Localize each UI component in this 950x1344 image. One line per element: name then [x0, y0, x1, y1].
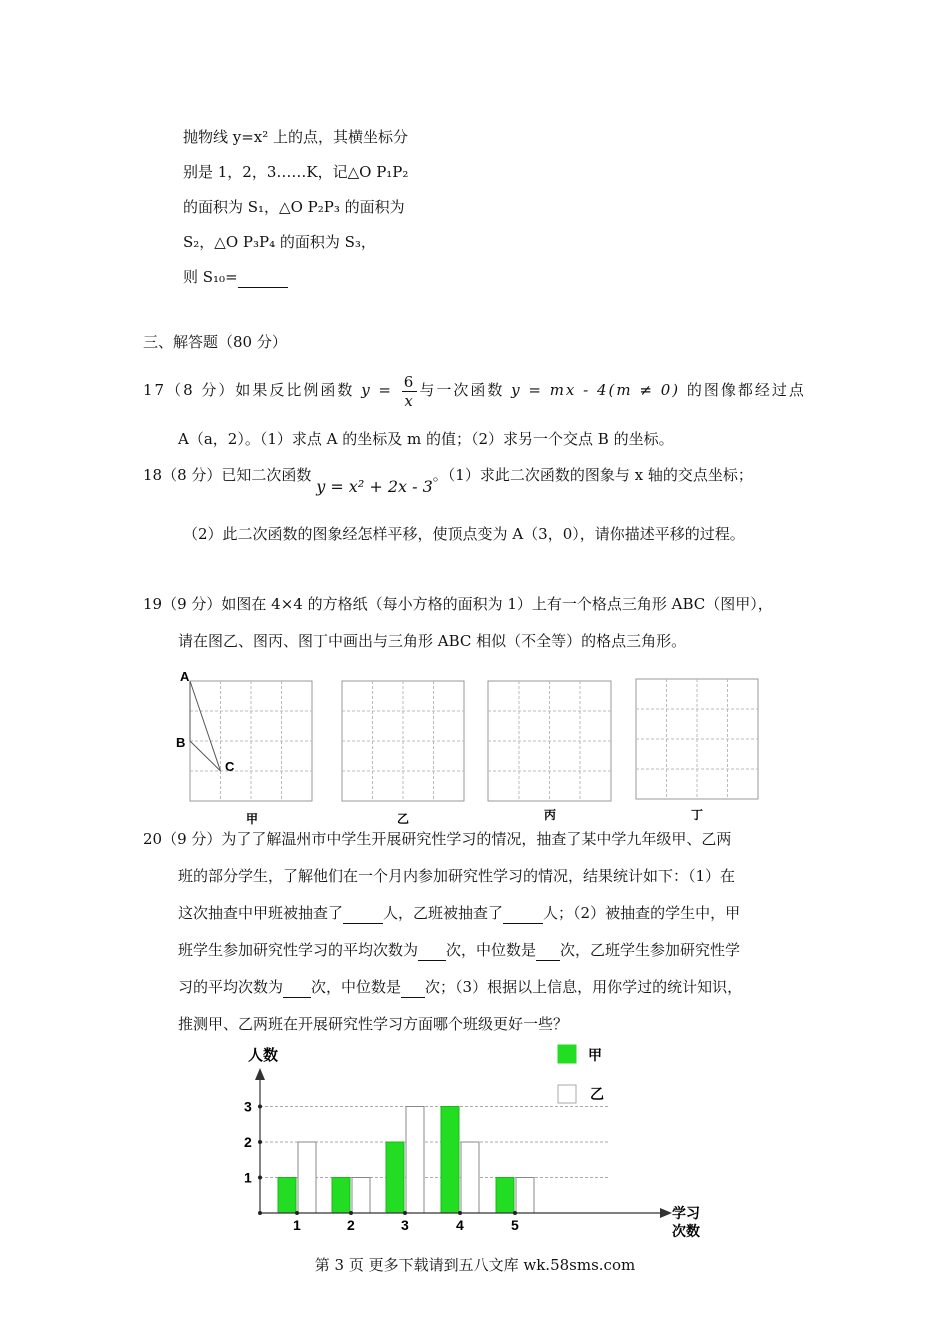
y-tick-dot	[258, 1105, 262, 1109]
q17-fraction-denominator: x	[404, 391, 415, 410]
grid-label-yi: 乙	[397, 812, 410, 826]
q20-line-4-part-b: 次，中位数是	[446, 941, 537, 959]
x-tick-dot	[349, 1211, 353, 1215]
bar-jia	[332, 1178, 350, 1214]
point-a-label: A	[180, 669, 190, 684]
q18-function: y = x² + 2x - 3	[316, 477, 433, 496]
chart-bars	[278, 1107, 534, 1214]
q17-y-eq: y =	[361, 381, 393, 399]
x-axis-arrow-icon	[660, 1208, 672, 1218]
grid-label-bing: 丙	[544, 808, 557, 822]
q20-line-3-part-b: 人，乙班被抽查了	[383, 904, 504, 922]
x-tick-label: 5	[511, 1217, 519, 1233]
q20-line-3-part-c: 人；（2）被抽查的学生中，甲	[543, 904, 741, 922]
q17-line-2: A（a，2）。（1）求点 A 的坐标及 m 的值；（2）求另一个交点 B 的坐标。	[178, 430, 674, 448]
grid-bing	[488, 681, 611, 822]
y-tick-label: 1	[244, 1169, 252, 1186]
q19-grid-figures	[170, 665, 780, 830]
yi-mean-blank[interactable]	[283, 981, 311, 998]
q20-line-5-part-b: 次，中位数是	[311, 978, 402, 996]
bar-yi	[406, 1107, 424, 1214]
q20-line-3-part-a: 这次抽查中甲班被抽查了	[178, 904, 344, 922]
q16-line-3: 的面积为 S₁，△O P₂P₃ 的面积为	[183, 198, 405, 216]
origin-dot	[258, 1211, 262, 1215]
q20-line-6: 推测甲、乙两班在开展研究性学习方面哪个班级更好一些？	[178, 1015, 569, 1033]
q17-suffix: 的图像都经过点	[686, 381, 806, 399]
research-study-bar-chart	[220, 1040, 720, 1240]
q18-prefix: 18（8 分）已知二次函数	[143, 466, 312, 484]
legend-swatch-yi	[558, 1085, 576, 1103]
section-title: 三、解答题（80 分）	[143, 333, 287, 351]
q17-prefix: 17（8 分）如果反比例函数	[143, 381, 355, 399]
q18-line-2: （2）此二次函数的图象经怎样平移，使顶点变为 A（3，0），请你描述平移的过程。	[183, 525, 745, 543]
y-tick-label: 2	[244, 1134, 252, 1150]
x-tick-label: 1	[293, 1217, 301, 1233]
y-tick-label: 3	[244, 1098, 252, 1115]
point-c-label: C	[225, 759, 235, 774]
legend-swatch-jia	[558, 1045, 576, 1063]
x-tick-label: 4	[456, 1217, 464, 1233]
yi-median-blank[interactable]	[401, 981, 425, 998]
grid-yi	[342, 681, 464, 826]
bar-jia	[441, 1107, 459, 1214]
q20-line-1: 20（9 分）为了了解温州市中学生开展研究性学习的情况，抽查了某中学九年级甲、乙两	[143, 830, 732, 848]
triangle-abc	[190, 681, 221, 771]
q16-answer-blank[interactable]	[238, 271, 288, 288]
bar-jia	[278, 1178, 296, 1214]
jia-count-blank[interactable]	[343, 907, 383, 924]
q17-fraction	[402, 373, 418, 410]
jia-median-blank[interactable]	[536, 944, 560, 961]
bar-yi	[352, 1178, 370, 1214]
grid-label-jia: 甲	[246, 812, 259, 826]
page-footer: 第 3 页 更多下载请到五八文库 wk.58sms.com	[314, 1256, 636, 1274]
bar-yi	[516, 1178, 534, 1214]
y-tick-dot	[258, 1176, 262, 1180]
bar-jia	[496, 1178, 514, 1214]
q16-line-2: 别是 1，2，3……K，记△O P₁P₂	[183, 163, 409, 181]
x-tick-label: 2	[347, 1217, 355, 1233]
jia-mean-blank[interactable]	[418, 944, 446, 961]
grid-label-ding: 丁	[691, 808, 704, 822]
q19-line-1: 19（9 分）如图在 4×4 的方格纸（每小方格的面积为 1）上有一个格点三角形 ABC（图甲），	[143, 595, 773, 613]
x-tick-dot	[295, 1211, 299, 1215]
y-tick-dot	[258, 1140, 262, 1144]
legend-label-jia: 甲	[588, 1047, 602, 1063]
q17-linear-function: y = mx - 4(m ≠ 0)	[511, 381, 681, 399]
q16-line-5	[183, 266, 288, 288]
q20-line-2: 班的部分学生，了解他们在一个月内参加研究性学习的情况，结果统计如下：（1）在	[178, 867, 736, 885]
q20-line-4-part-a: 班学生参加研究性学习的平均次数为	[178, 941, 419, 959]
q20-line-4	[178, 939, 740, 961]
q17-fraction-numerator: 6	[403, 372, 416, 391]
chart-legend	[558, 1045, 604, 1103]
q20-line-3	[178, 902, 740, 924]
q18-line-1	[143, 464, 753, 496]
q20-line-5-part-c: 次；（3）根据以上信息，用你学过的统计知识，	[425, 978, 743, 996]
q20-line-5-part-a: 习的平均次数为	[178, 978, 284, 996]
point-b-label: B	[176, 735, 186, 750]
q17-line-1	[143, 372, 806, 410]
q16-line-1: 抛物线 y=x² 上的点，其横坐标分	[183, 128, 409, 146]
y-axis-arrow-icon	[255, 1068, 265, 1080]
y-axis-label: 人数	[248, 1047, 279, 1064]
x-tick-dot	[403, 1211, 407, 1215]
q17-mid: 与一次函数	[419, 381, 505, 399]
bar-yi	[461, 1142, 479, 1213]
x-tick-dot	[458, 1211, 462, 1215]
q20-line-4-part-c: 次，乙班学生参加研究性学	[560, 941, 741, 959]
yi-count-blank[interactable]	[503, 907, 543, 924]
x-axis-label-line-2: 次数	[672, 1223, 700, 1239]
x-axis-label-line-1: 学习	[672, 1205, 700, 1221]
q20-line-5	[178, 976, 742, 998]
q19-line-2: 请在图乙、图丙、图丁中画出与三角形 ABC 相似（不全等）的格点三角形。	[178, 632, 687, 650]
grid-ding	[636, 679, 758, 822]
x-tick-label: 3	[401, 1217, 409, 1233]
bar-jia	[386, 1142, 404, 1213]
q16-answer-prefix: 则 S₁₀=	[183, 268, 238, 286]
grid-jia	[176, 669, 312, 826]
q18-suffix: 。（1）求此二次函数的图象与 x 轴的交点坐标；	[432, 466, 753, 484]
x-tick-dot	[513, 1211, 517, 1215]
legend-label-yi: 乙	[590, 1086, 604, 1102]
bar-yi	[298, 1142, 316, 1213]
q16-line-4: S₂，△O P₃P₄ 的面积为 S₃，	[183, 233, 376, 251]
